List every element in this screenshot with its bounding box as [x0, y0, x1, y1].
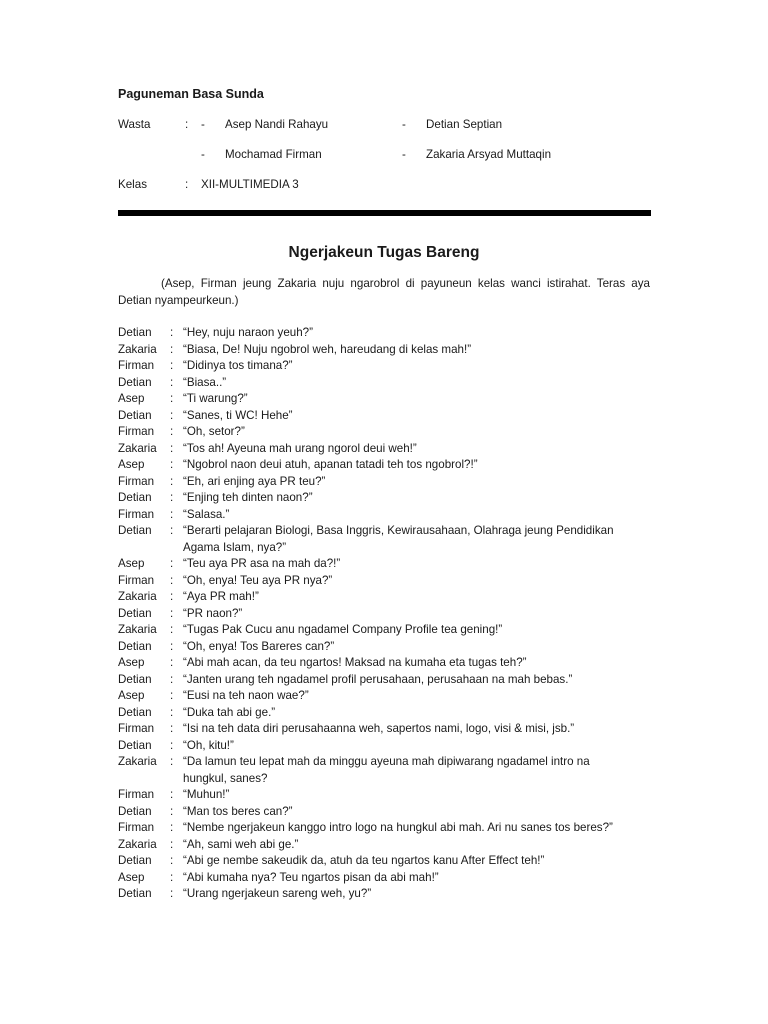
- speaker-colon: :: [170, 788, 174, 801]
- utterance-line: “Teu aya PR asa na mah da?!”: [183, 557, 341, 570]
- dialog-row: [118, 573, 614, 590]
- dialog-row: [118, 408, 614, 425]
- speaker-colon: :: [170, 441, 174, 455]
- member-name: Asep Nandi Rahayu: [225, 118, 329, 131]
- member-dash: -: [201, 148, 205, 161]
- utterance: [183, 573, 332, 590]
- speaker-colon: :: [170, 837, 174, 851]
- speaker-name: Firman: [118, 507, 155, 521]
- speaker-colon: :: [170, 491, 174, 504]
- utterance: [183, 886, 371, 903]
- dialog-row: [118, 820, 614, 837]
- utterance: [183, 325, 313, 342]
- speaker-colon: :: [170, 359, 174, 372]
- speaker-colon: :: [170, 326, 174, 339]
- speaker-name: Firman: [118, 359, 155, 372]
- utterance: [183, 754, 590, 787]
- utterance: [183, 655, 527, 672]
- speaker-name: Firman: [118, 425, 155, 438]
- dialog-row: [118, 474, 614, 491]
- speaker-name: Firman: [118, 821, 155, 834]
- utterance-line: “Duka tah abi ge.”: [183, 705, 276, 719]
- dialog-row: [118, 721, 614, 738]
- intro-line: Detian nyampeurkeun.): [118, 294, 239, 307]
- kelas-value: XII-MULTIMEDIA 3: [201, 178, 299, 191]
- dialog-row: [118, 375, 614, 392]
- speaker-colon: :: [170, 870, 174, 884]
- utterance-line: “Eusi na teh naon wae?”: [183, 689, 309, 702]
- utterance-line: “Aya PR mah!”: [183, 590, 259, 603]
- speaker-colon: :: [170, 854, 174, 867]
- utterance-line: “Tugas Pak Cucu anu ngadamel Company Profile tea gening!”: [183, 623, 503, 636]
- dialog-row: [118, 655, 614, 672]
- member-dash: -: [402, 148, 406, 161]
- speaker-name: Asep: [118, 458, 145, 471]
- utterance-line: “Oh, kitu!”: [183, 738, 234, 752]
- dialog-row: [118, 787, 614, 804]
- intro-line: (Asep, Firman jeung Zakaria nuju ngarobrol di payuneun kelas wanci istirahat. Teras aya: [161, 277, 650, 290]
- speaker-name: Detian: [118, 606, 152, 620]
- utterance-line: “Ti warung?”: [183, 392, 248, 405]
- speaker-name: Detian: [118, 408, 152, 422]
- speaker-colon: :: [170, 705, 174, 719]
- utterance: [183, 474, 325, 491]
- speaker-name: Detian: [118, 887, 152, 900]
- dialog-row: [118, 754, 614, 787]
- speaker-name: Firman: [118, 474, 155, 488]
- utterance-line: “Didinya tos timana?”: [183, 359, 293, 372]
- dialog-row: [118, 804, 614, 821]
- speaker-colon: :: [170, 590, 174, 603]
- utterance-line: “Nembe ngerjakeun kanggo intro logo na hungkul abi mah. Ari nu sanes tos beres?”: [183, 821, 613, 834]
- dialog-row: [118, 688, 614, 705]
- speaker-colon: :: [170, 821, 174, 834]
- dialog-row: [118, 556, 614, 573]
- dialog-row: [118, 325, 614, 342]
- utterance-line: Agama Islam, nya?”: [183, 540, 287, 554]
- speaker-name: Asep: [118, 656, 145, 669]
- wasta-colon: :: [185, 118, 189, 131]
- utterance-line: “Abi ge nembe sakeudik da, atuh da teu ngartos kanu After Effect teh!”: [183, 854, 545, 867]
- dialog-row: [118, 705, 614, 722]
- speaker-name: Detian: [118, 639, 152, 653]
- utterance: [183, 820, 613, 837]
- dialog-row: [118, 441, 614, 458]
- utterance: [183, 672, 572, 689]
- speaker-name: Firman: [118, 573, 155, 587]
- utterance-line: “Salasa.”: [183, 507, 230, 521]
- speaker-name: Detian: [118, 672, 152, 686]
- speaker-colon: :: [170, 722, 174, 735]
- speaker-colon: :: [170, 408, 174, 422]
- speaker-colon: :: [170, 672, 174, 686]
- dialog-row: [118, 342, 614, 359]
- dialog-heading: Ngerjakeun Tugas Bareng: [288, 244, 480, 261]
- utterance: [183, 721, 574, 738]
- wasta-label: Wasta: [118, 118, 151, 131]
- speaker-name: Detian: [118, 854, 152, 867]
- dialog-row: [118, 391, 614, 408]
- utterance-line: “Sanes, ti WC! Hehe”: [183, 408, 293, 422]
- speaker-name: Detian: [118, 326, 152, 339]
- utterance: [183, 738, 234, 755]
- kelas-colon: :: [185, 178, 189, 191]
- member-name: Zakaria Arsyad Muttaqin: [426, 148, 552, 161]
- utterance: [183, 622, 502, 639]
- utterance: [183, 853, 544, 870]
- speaker-name: Detian: [118, 705, 152, 719]
- dialog-row: [118, 886, 614, 903]
- utterance-line: “Oh, enya! Teu aya PR nya?”: [183, 573, 333, 587]
- utterance: [183, 837, 298, 854]
- dialog-row: [118, 523, 614, 556]
- speaker-colon: :: [170, 474, 174, 488]
- speaker-colon: :: [170, 524, 174, 537]
- speaker-name: Asep: [118, 870, 145, 884]
- utterance: [183, 424, 245, 441]
- member-name: Mochamad Firman: [225, 148, 322, 161]
- utterance: [183, 358, 293, 375]
- utterance: [183, 408, 293, 425]
- speaker-colon: :: [170, 342, 174, 356]
- speaker-colon: :: [170, 375, 174, 389]
- utterance: [183, 688, 309, 705]
- utterance: [183, 391, 248, 408]
- speaker-name: Detian: [118, 491, 152, 504]
- utterance: [183, 870, 439, 887]
- speaker-name: Asep: [118, 557, 145, 570]
- speaker-colon: :: [170, 606, 174, 620]
- utterance-line: “Eh, ari enjing aya PR teu?”: [183, 474, 326, 488]
- speaker-name: Zakaria: [118, 755, 157, 768]
- speaker-name: Zakaria: [118, 837, 157, 851]
- utterance: [183, 490, 313, 507]
- dialog-row: [118, 606, 614, 623]
- dialog-row: [118, 672, 614, 689]
- speaker-name: Zakaria: [118, 623, 157, 636]
- utterance: [183, 787, 229, 804]
- speaker-name: Asep: [118, 689, 145, 702]
- utterance: [183, 507, 229, 524]
- dialog-row: [118, 639, 614, 656]
- speaker-name: Detian: [118, 375, 152, 389]
- dialog-row: [118, 853, 614, 870]
- dialog-row: [118, 837, 614, 854]
- speaker-colon: :: [170, 425, 174, 438]
- speaker-colon: :: [170, 887, 174, 900]
- utterance: [183, 804, 293, 821]
- utterance: [183, 606, 242, 623]
- utterance-line: “Tos ah! Ayeuna mah urang ngorol deui weh!”: [183, 441, 417, 455]
- kelas-label: Kelas: [118, 178, 148, 191]
- dialog-row: [118, 490, 614, 507]
- utterance: [183, 523, 614, 556]
- speaker-colon: :: [170, 557, 174, 570]
- speaker-name: Zakaria: [118, 441, 157, 455]
- utterance: [183, 589, 259, 606]
- speaker-name: Asep: [118, 392, 145, 405]
- utterance-line: “Muhun!”: [183, 788, 230, 801]
- utterance-line: “Man tos beres can?”: [183, 804, 293, 818]
- utterance-line: “Urang ngerjakeun sareng weh, yu?”: [183, 887, 372, 900]
- speaker-colon: :: [170, 392, 174, 405]
- utterance-line: “Ah, sami weh abi ge.”: [183, 837, 299, 851]
- dialog-row: [118, 424, 614, 441]
- speaker-name: Detian: [118, 738, 152, 752]
- document-title: Paguneman Basa Sunda: [118, 87, 264, 101]
- dialog-row: [118, 358, 614, 375]
- utterance-line: “Biasa, De! Nuju ngobrol weh, hareudang di kelas mah!”: [183, 342, 472, 356]
- speaker-colon: :: [170, 755, 174, 768]
- utterance-line: “Hey, nuju naraon yeuh?”: [183, 326, 313, 339]
- speaker-name: Zakaria: [118, 590, 157, 603]
- member-name: Detian Septian: [426, 118, 503, 131]
- speaker-name: Detian: [118, 524, 152, 537]
- member-dash: -: [402, 118, 406, 131]
- dialog-list: [118, 325, 614, 903]
- speaker-name: Zakaria: [118, 342, 157, 356]
- utterance: [183, 441, 417, 458]
- utterance-line: “Abi mah acan, da teu ngartos! Maksad na kumaha eta tugas teh?”: [183, 656, 527, 669]
- divider-rule: [118, 210, 651, 216]
- utterance-line: “Biasa..”: [183, 375, 227, 389]
- utterance-line: “Oh, setor?”: [183, 425, 245, 438]
- speaker-colon: :: [170, 639, 174, 653]
- dialog-row: [118, 622, 614, 639]
- speaker-colon: :: [170, 573, 174, 587]
- utterance: [183, 342, 471, 359]
- speaker-colon: :: [170, 689, 174, 702]
- utterance: [183, 556, 340, 573]
- utterance-line: “Ngobrol naon deui atuh, apanan tatadi teh tos ngobrol?!”: [183, 458, 478, 471]
- utterance-line: “Da lamun teu lepat mah da minggu ayeuna mah dipiwarang ngadamel intro na: [183, 755, 590, 768]
- utterance-line: “PR naon?”: [183, 606, 243, 620]
- speaker-colon: :: [170, 458, 174, 471]
- dialog-row: [118, 457, 614, 474]
- dialog-row: [118, 738, 614, 755]
- speaker-colon: :: [170, 804, 174, 818]
- utterance-line: hungkul, sanes?: [183, 771, 268, 785]
- speaker-colon: :: [170, 623, 174, 636]
- speaker-name: Detian: [118, 804, 152, 818]
- utterance-line: “Enjing teh dinten naon?”: [183, 491, 313, 504]
- utterance: [183, 639, 334, 656]
- utterance: [183, 375, 226, 392]
- utterance: [183, 705, 275, 722]
- utterance-line: “Abi kumaha nya? Teu ngartos pisan da abi mah!”: [183, 870, 439, 884]
- utterance: [183, 457, 478, 474]
- utterance-line: “Berarti pelajaran Biologi, Basa Inggris, Kewirausahaan, Olahraga jeung Pendidikan: [183, 524, 614, 537]
- utterance-line: “Isi na teh data diri perusahaanna weh, sapertos nami, logo, visi & misi, jsb.”: [183, 722, 575, 735]
- speaker-colon: :: [170, 656, 174, 669]
- dialog-row: [118, 870, 614, 887]
- speaker-name: Firman: [118, 788, 155, 801]
- speaker-colon: :: [170, 738, 174, 752]
- utterance-line: “Janten urang teh ngadamel profil perusahaan, perusahaan na mah bebas.”: [183, 672, 573, 686]
- speaker-name: Firman: [118, 722, 155, 735]
- dialog-row: [118, 589, 614, 606]
- utterance-line: “Oh, enya! Tos Bareres can?”: [183, 639, 335, 653]
- dialog-row: [118, 507, 614, 524]
- speaker-colon: :: [170, 507, 174, 521]
- member-dash: -: [201, 118, 205, 131]
